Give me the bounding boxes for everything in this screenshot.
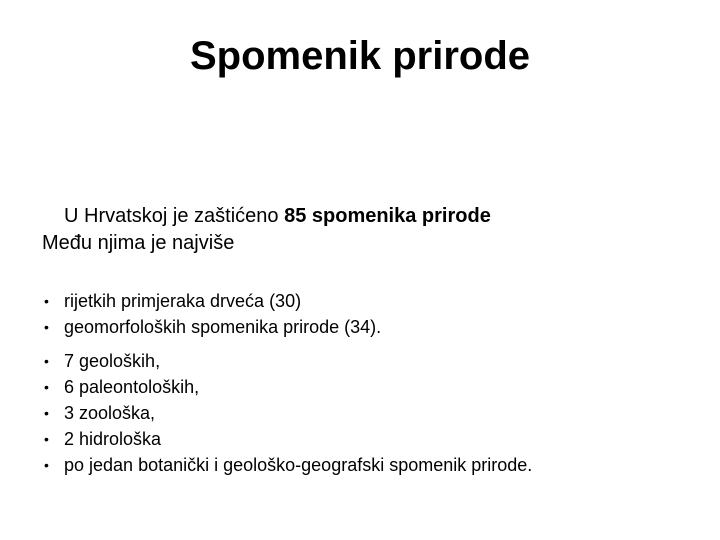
slide-title: Spomenik prirode <box>189 34 531 78</box>
bullet-icon: • <box>44 379 49 395</box>
list-item: • 3 zoološka, <box>44 400 532 426</box>
bullet-icon: • <box>44 431 49 447</box>
bullet-icon: • <box>44 293 49 309</box>
list-item: • geomorfoloških spomenika prirode (34). <box>44 314 381 340</box>
list-item: • po jedan botanički i geološko-geografski spomenik prirode. <box>44 452 532 478</box>
list-item: • 7 geoloških, <box>44 348 532 374</box>
intro-highlight: 85 spomenika prirode <box>284 205 491 227</box>
list-item: • rijetkih primjeraka drveća (30) <box>44 288 381 314</box>
bullet-icon: • <box>44 457 49 473</box>
bullet-icon: • <box>44 319 49 335</box>
bullet-list-main <box>44 288 381 340</box>
bullet-list-other <box>44 348 532 478</box>
list-item: • 2 hidrološka <box>44 426 532 452</box>
bullet-icon: • <box>44 405 49 421</box>
intro-line-2: Među njima je najviše <box>42 232 235 254</box>
bullet-icon: • <box>44 353 49 369</box>
intro-text <box>42 203 491 257</box>
list-item: • 6 paleontoloških, <box>44 374 532 400</box>
intro-prefix: U Hrvatskoj je zaštićeno <box>64 205 285 227</box>
intro-line-1 <box>42 203 491 230</box>
